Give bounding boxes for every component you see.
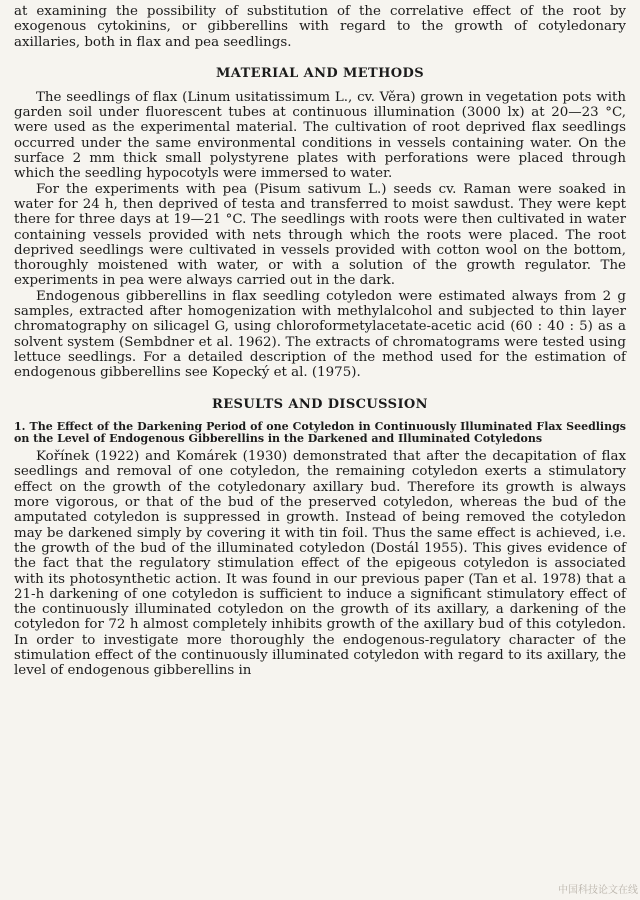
results-heading: RESULTS AND DISCUSSION [212,396,428,412]
watermark: 中国科技论文在线 [558,885,638,896]
intro-paragraph: at examining the possibility of substitution of the correlative effect of the root by exogenous cytokinins, or gibberellins with regard to the growth of cotyledonary axillaries, both in flax and pea seedlings. [14,4,626,50]
methods-heading: MATERIAL AND METHODS [216,65,424,81]
methods-paragraph-3: Endogenous gibberellins in flax seedling cotyledon were estimated always from 2 g samples, extracted after homogenization with methylalcohol and subjected to thin layer chromatography on silicagel G, using chloroformetylacetate-acetic acid (60 : 40 : 5) as a solvent system (Sembdner et al. 1962). The extracts of chromatograms were tested using lettuce seedlings. For a detailed description of the method used for the estimation of endogenous gibberellins see Kopecký et al. (1975). [14,288,626,381]
methods-paragraph-2: For the experiments with pea (Pisum sativum L.) seeds cv. Raman were soaked in water for 24 h, then deprived of testa and transferred to moist sawdust. They were kept there for three days at 19—21 °C. The seedlings with roots were then cultivated in water containing vessels provided with nets through which the roots were placed. The root deprived seedlings were cultivated in vessels provided with cotton wool on the bottom, thoroughly moistened with water, or with a solution of the growth regulator. The experiments in pea were always carried out in the dark. [14,181,626,289]
results-paragraph-1: Kořínek (1922) and Komárek (1930) demonstrated that after the decapitation of flax seedlings and removal of one cotyledon, the remaining cotyledon exerts a stimulatory effect on the growth of the cotyledonary axillary bud. Therefore its growth is always more vigorous, or that of the bud of the preserved cotyledon, whereas the bud of the amputated cotyledon is suppressed in growth. Instead of being removed the cotyledon may be darkened simply by covering it with tin foil. Thus the same effect is achieved, i.e. the growth of the bud of the illuminated cotyledon (Dostál 1955). This gives evidence of the fact that the regulatory stimulation effect of the epigeous cotyledon is associated with its photosynthetic action. It was found in our previous paper (Tan et al. 1978) that a 21-h darkening of one cotyledon is sufficient to induce a significant stimulatory effect of the continuously illuminated cotyledon on the growth of its axillary, a darkening of the cotyledon for 72 h almost completely inhibits growth of the axillary bud of this cotyledon. In order to investigate more thoroughly the endogenous-regulatory character of the stimulation effect of the continuously illuminated cotyledon with regard to its axillary, the level of endogenous gibberellins in [14,449,626,679]
results-subheading: 1. The Effect of the Darkening Period of one Cotyledon in Continuously Illuminated Flax Seedlings on the Level of Endogenous Gibberellins in the Darkened and Illuminated Cotyledons [14,419,626,445]
methods-paragraph-1: The seedlings of flax (Linum usitatissimum L., cv. Věra) grown in vegetation pots with garden soil under fluorescent tubes at continuous illumination (3000 lx) at 20—23 °C, were used as the experimental material. The cultivation of root deprived flax seedlings occurred under the same environmental conditions in vessels containing water. On the surface 2 mm thick small polystyrene plates with perforations were placed through which the seedling hypocotyls were immersed to water. [14,89,626,182]
